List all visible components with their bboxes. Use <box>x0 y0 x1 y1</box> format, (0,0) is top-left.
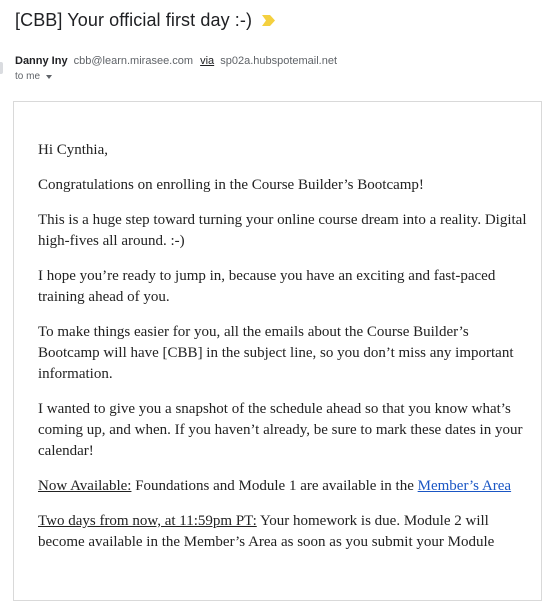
two-days-text: Your homework is due. Module 2 will become available in the Member’s Area as soon as you submit your Module <box>38 513 495 550</box>
paragraph-schedule: I wanted to give you a snapshot of the schedule ahead so that you know what’s coming up, and when. If you haven’t already, be sure to mark these dates in your calendar! <box>38 401 523 459</box>
now-available-text: Foundations and Module 1 are available in the <box>131 478 418 494</box>
chevron-down-icon[interactable] <box>46 75 52 79</box>
email-subject: [CBB] Your official first day :-) <box>15 10 253 30</box>
member-area-link[interactable]: Member’s Area <box>417 478 512 494</box>
paragraph-two-days <box>38 511 528 553</box>
paragraph-huge-step: This is a huge step toward turning your online course dream into a reality. Digital high-fives all around. :-) <box>38 212 527 249</box>
to-label: to me <box>15 71 41 82</box>
sender-address: cbb@learn.mirasee.com <box>73 55 194 67</box>
recipient-details-toggle[interactable] <box>15 71 52 82</box>
avatar-edge <box>0 62 3 74</box>
via-link[interactable]: via <box>200 55 215 67</box>
via-domain: sp02a.hubspotemail.net <box>220 55 338 67</box>
paragraph-now-available <box>38 476 528 497</box>
importance-marker-icon[interactable] <box>262 15 275 26</box>
now-available-label: Now Available: <box>38 478 132 494</box>
subject-row <box>15 10 275 31</box>
email-body <box>38 140 528 567</box>
two-days-label: Two days from now, at 11:59pm PT: <box>38 513 257 529</box>
paragraph-subject-line: To make things easier for you, all the emails about the Course Builder’s Bootcamp will have [CBB] in the subject line, so you don’t miss any important information. <box>38 324 514 382</box>
paragraph-ready: I hope you’re ready to jump in, because you have an exciting and fast-paced training ahead of you. <box>38 268 496 305</box>
paragraph-congratulations: Congratulations on enrolling in the Course Builder’s Bootcamp! <box>38 177 424 193</box>
sender-name[interactable]: Danny Iny <box>15 55 68 67</box>
greeting: Hi Cynthia, <box>38 142 108 158</box>
sender-row <box>15 55 337 67</box>
